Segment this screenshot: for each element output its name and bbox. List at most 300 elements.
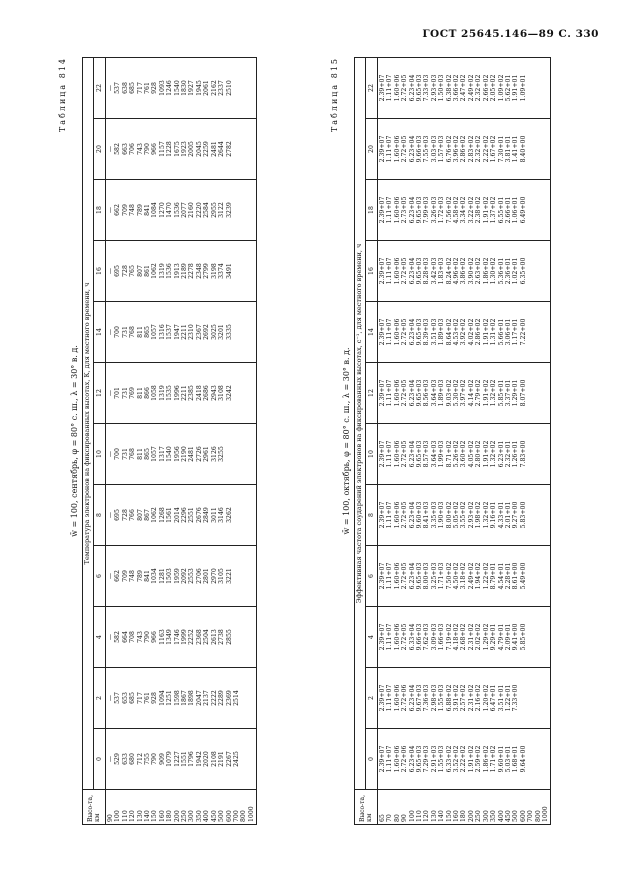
cell-value: 2.38+02 <box>475 196 483 224</box>
cell-value: 2943 <box>210 385 218 401</box>
cell-value: 708 <box>129 631 137 643</box>
cell-value: 3126 <box>210 446 218 462</box>
cell-value: 1956 <box>173 446 181 462</box>
cell-value: 8.57+03 <box>423 440 431 468</box>
altitude-value: 700 <box>527 810 535 822</box>
cell-value: 2.86+02 <box>460 135 468 163</box>
cell-value: 2801 <box>203 568 211 584</box>
altitude-value: 110 <box>121 810 129 822</box>
cell-value: 728 <box>121 509 129 521</box>
cell-value: 2514 <box>232 690 240 706</box>
cell-value: 790 <box>144 631 152 643</box>
altitude-value: 1000 <box>541 806 549 822</box>
cell-value: 3146 <box>218 507 226 523</box>
cell-value: 1561 <box>166 507 174 523</box>
cell-value: 2.22+02 <box>482 135 490 163</box>
cell-value: 1830 <box>181 80 189 96</box>
column-header: 4 <box>366 607 378 668</box>
cell-value: 2955 <box>210 202 218 218</box>
cell-value: 928 <box>151 692 159 704</box>
cell-value: 1.60+06 <box>393 684 401 712</box>
cell-value: 9.65+03 <box>416 196 424 224</box>
cell-value: 731 <box>121 448 129 460</box>
cell-value: 717 <box>136 692 144 704</box>
altitude-value: 120 <box>423 810 431 822</box>
cell-value: 3.42+03 <box>430 257 438 285</box>
cell-value: 709 <box>121 204 129 216</box>
cell-value: 1057 <box>151 446 159 462</box>
cell-value: 1228 <box>166 141 174 157</box>
cell-value: 712 <box>136 753 144 765</box>
cell-value: 748 <box>129 570 137 582</box>
cell-value: 1.60+06 <box>393 440 401 468</box>
cell-value: 6.88+02 <box>445 684 453 712</box>
span-header: Температура электронов на фиксированных высотах, К, для местного времени, ч <box>83 58 94 790</box>
cell-value: 662 <box>114 570 122 582</box>
cell-value: 8.61+00 <box>512 562 520 590</box>
column-header: 12 <box>94 363 106 424</box>
data-column <box>106 546 257 607</box>
table-label: Таблица 815 <box>330 57 339 133</box>
altitude-value: 800 <box>534 810 542 822</box>
data-column <box>106 424 257 485</box>
cell-value: 2.66+02 <box>482 74 490 102</box>
cell-value: 9.29+01 <box>490 623 498 651</box>
cell-value: 2855 <box>225 629 233 645</box>
cell-value: 8.64+02 <box>445 318 453 346</box>
cell-value: 1.55+03 <box>438 745 446 773</box>
column-header: 2 <box>94 668 106 729</box>
cell-value: 1.11+07 <box>386 440 394 468</box>
column-header: 20 <box>366 119 378 180</box>
cell-value: 748 <box>129 204 137 216</box>
altitude-value: 160 <box>453 810 461 822</box>
cell-value: 1.91+02 <box>467 745 475 773</box>
cell-value: 2368 <box>195 629 203 645</box>
cell-value: 3.18+02 <box>460 562 468 590</box>
cell-value: 537 <box>114 82 122 94</box>
cell-value: 8.40+00 <box>519 135 527 163</box>
cell-value: 1.31+02 <box>490 318 498 346</box>
cell-value: 1551 <box>181 751 189 767</box>
cell-value: 2.66+01 <box>504 196 512 224</box>
cell-value: 2.22+02 <box>460 745 468 773</box>
data-column <box>106 119 257 180</box>
cell-value: 7.33+00 <box>512 684 520 712</box>
page-header: ГОСТ 25645.146—89 С. 330 <box>422 28 599 40</box>
cell-value: 701 <box>114 387 122 399</box>
cell-value: 731 <box>121 326 129 338</box>
altitude-value: 130 <box>136 810 144 822</box>
cell-value: 1.91+02 <box>482 196 490 224</box>
data-column <box>106 607 257 668</box>
cell-value: 2259 <box>203 141 211 157</box>
cell-value: 717 <box>136 82 144 94</box>
cell-value: 4.58+02 <box>453 196 461 224</box>
cell-value: 7.29+03 <box>423 745 431 773</box>
cell-value: 2348 <box>195 263 203 279</box>
cell-value: 2706 <box>195 568 203 584</box>
cell-value: 582 <box>114 631 122 643</box>
cell-value: — <box>107 755 114 763</box>
cell-value: 2222 <box>210 690 218 706</box>
cell-value: 9.60+03 <box>416 501 424 529</box>
data-table <box>354 57 551 825</box>
cell-value: 3.64+03 <box>430 440 438 468</box>
cell-value: 7.99+03 <box>423 196 431 224</box>
cell-value: 2.72+05 <box>401 623 409 651</box>
cell-value: 3491 <box>225 263 233 279</box>
cell-value: 1923 <box>181 141 189 157</box>
cell-value: 1.41+01 <box>512 135 520 163</box>
cell-value: 1.89+03 <box>438 379 446 407</box>
cell-value: 638 <box>121 82 129 94</box>
cell-value: 1.68+01 <box>512 745 520 773</box>
altitude-value: 180 <box>460 810 468 822</box>
cell-value: 1163 <box>158 629 166 645</box>
cell-value: 2510 <box>225 80 233 96</box>
cell-value: 1.83+03 <box>438 257 446 285</box>
cell-value: 811 <box>136 326 144 338</box>
cell-value: 1503 <box>166 568 174 584</box>
cell-value: 9.60+01 <box>497 745 505 773</box>
cell-value: 1251 <box>166 690 174 706</box>
cell-value: 1227 <box>173 751 181 767</box>
cell-value: 1.60+06 <box>393 257 401 285</box>
cell-value: 1927 <box>188 80 196 96</box>
cell-value: 743 <box>136 631 144 643</box>
cell-value: 755 <box>144 753 152 765</box>
cell-value: 2.39+07 <box>379 562 386 590</box>
cell-value: 6.23+04 <box>408 562 416 590</box>
cell-value: 2267 <box>225 751 233 767</box>
cell-value: 1.60+06 <box>393 318 401 346</box>
cell-value: 700 <box>114 448 122 460</box>
table-label: Таблица 814 <box>58 57 67 133</box>
cell-value: 2296 <box>181 507 189 523</box>
cell-value: 2.39+07 <box>379 501 386 529</box>
cell-value: 1942 <box>195 751 203 767</box>
cell-value: 1536 <box>173 202 181 218</box>
cell-value: — <box>107 145 114 153</box>
cell-value: 866 <box>144 387 152 399</box>
cell-value: 4.53+02 <box>453 318 461 346</box>
column-header: 12 <box>366 363 378 424</box>
cell-value: 2.39+07 <box>379 196 386 224</box>
cell-value: 1.11+07 <box>386 501 394 529</box>
data-column <box>106 241 257 302</box>
cell-value: 3108 <box>218 385 226 401</box>
cell-value: 2799 <box>203 263 211 279</box>
data-table <box>82 57 257 825</box>
cell-value: 2970 <box>210 568 218 584</box>
data-column <box>378 424 551 485</box>
cell-value: 789 <box>136 570 144 582</box>
cell-value: 811 <box>136 387 144 399</box>
cell-value: 1675 <box>173 141 181 157</box>
cell-value: 2.83+02 <box>467 135 475 163</box>
data-column <box>106 302 257 363</box>
cell-value: 695 <box>114 509 122 521</box>
cell-value: 2686 <box>203 385 211 401</box>
cell-value: 4.18+02 <box>453 623 461 651</box>
cell-value: 1.60+06 <box>393 135 401 163</box>
cell-value: — <box>107 694 114 702</box>
altitude-value: 600 <box>225 810 233 822</box>
cell-value: 3105 <box>218 568 226 584</box>
cell-value: 1.89+03 <box>438 318 446 346</box>
cell-value: 2.98+03 <box>430 684 438 712</box>
data-column <box>106 668 257 729</box>
cell-value: 706 <box>129 143 137 155</box>
cell-value: 1.86+02 <box>482 745 490 773</box>
altitude-header: Высо-та, км <box>83 790 106 825</box>
column-header: 20 <box>94 119 106 180</box>
cell-value: — <box>107 267 114 275</box>
cell-value: 1246 <box>166 80 174 96</box>
cell-value: 1270 <box>158 202 166 218</box>
cell-value: — <box>107 450 114 458</box>
cell-value: 1.90+03 <box>438 501 446 529</box>
cell-value: 3.03+03 <box>430 135 438 163</box>
column-header: 22 <box>366 58 378 119</box>
altitude-value: 65 <box>379 814 386 822</box>
cell-value: 2.39+07 <box>379 135 386 163</box>
cell-value: 731 <box>121 387 129 399</box>
cell-value: 807 <box>136 265 144 277</box>
altitude-value: 200 <box>467 810 475 822</box>
column-header: 10 <box>366 424 378 485</box>
cell-value: 2.72+05 <box>401 379 409 407</box>
cell-value: 9.66+03 <box>416 135 424 163</box>
data-column <box>378 485 551 546</box>
altitude-value: 160 <box>158 810 166 822</box>
cell-value: 1.86+02 <box>482 257 490 285</box>
altitude-value: 800 <box>240 810 248 822</box>
data-column <box>378 363 551 424</box>
cell-value: 2849 <box>203 507 211 523</box>
cell-value: 3198 <box>210 263 218 279</box>
cell-value: 1.71+03 <box>438 562 446 590</box>
cell-value: 7.56+02 <box>445 196 453 224</box>
cell-value: 743 <box>136 143 144 155</box>
cell-value: 1.11+07 <box>386 318 394 346</box>
altitude-value: 180 <box>166 810 174 822</box>
cell-value: 2.39+07 <box>379 379 386 407</box>
cell-value: 7.36+03 <box>423 684 431 712</box>
cell-value: 6.23+04 <box>408 501 416 529</box>
cell-value: 6.49+00 <box>519 196 527 224</box>
cell-value: 4.79+01 <box>497 623 505 651</box>
cell-value: 685 <box>129 82 137 94</box>
column-header: 8 <box>366 485 378 546</box>
cell-value: 2.16+02 <box>475 684 483 712</box>
cell-value: 1.91+02 <box>482 318 490 346</box>
cell-value: 2.72+05 <box>401 440 409 468</box>
cell-value: — <box>107 84 114 92</box>
cell-value: 865 <box>144 326 152 338</box>
cell-value: 2.59+02 <box>475 745 483 773</box>
cell-value: 662 <box>114 204 122 216</box>
altitude-value: 70 <box>386 814 394 822</box>
cell-value: 2504 <box>203 629 211 645</box>
cell-value: 6.38+02 <box>445 74 453 102</box>
cell-value: 8.71+02 <box>445 440 453 468</box>
cell-value: 3242 <box>225 385 233 401</box>
cell-value: 1157 <box>158 141 166 157</box>
cell-value: 1.72+03 <box>438 196 446 224</box>
altitude-value: 450 <box>504 810 512 822</box>
cell-value: 5.03+01 <box>504 745 512 773</box>
cell-value: 2726 <box>195 446 203 462</box>
cell-value: 6.23+04 <box>408 74 416 102</box>
cell-value: 4.96+02 <box>453 257 461 285</box>
cell-value: 2481 <box>210 141 218 157</box>
cell-value: 2092 <box>181 568 189 584</box>
cell-value: 3374 <box>218 263 226 279</box>
cell-value: 1281 <box>158 568 166 584</box>
cell-value: 728 <box>121 265 129 277</box>
cell-value: 1.57+03 <box>438 135 446 163</box>
cell-value: 6.47+01 <box>490 684 498 712</box>
cell-value: 2047 <box>195 690 203 706</box>
cell-value: 9.65+03 <box>416 318 424 346</box>
cell-value: 1537 <box>166 324 174 340</box>
cell-value: 1.71+02 <box>490 745 498 773</box>
cell-value: 2289 <box>218 690 226 706</box>
cell-value: 1319 <box>158 263 166 279</box>
cell-value: 1.11+07 <box>386 196 394 224</box>
cell-value: 9.65+03 <box>416 379 424 407</box>
cell-value: — <box>107 572 114 580</box>
cell-value: 2.63+02 <box>475 257 483 285</box>
cell-value: 761 <box>144 82 152 94</box>
cell-value: 2553 <box>188 568 196 584</box>
cell-value: 789 <box>136 204 144 216</box>
cell-value: 1540 <box>166 446 174 462</box>
column-header: 16 <box>366 241 378 302</box>
cell-value: 3.92+02 <box>460 318 468 346</box>
cell-value: 9.64+00 <box>519 745 527 773</box>
cell-value: 5.85+01 <box>497 379 505 407</box>
cell-value: 6.23+04 <box>408 684 416 712</box>
cell-value: 6.23+04 <box>408 745 416 773</box>
cell-value: 2.05+02 <box>490 74 498 102</box>
cell-value: 2191 <box>218 751 226 767</box>
cell-value: 1062 <box>151 507 159 523</box>
cell-value: 9.65+03 <box>416 74 424 102</box>
cell-value: 2.39+07 <box>379 623 386 651</box>
cell-value: 1.29+01 <box>512 379 520 407</box>
cell-value: 2.31+02 <box>467 684 475 712</box>
cell-value: 8.39+03 <box>423 318 431 346</box>
cell-value: 9.65+03 <box>416 562 424 590</box>
cell-value: 2061 <box>203 80 211 96</box>
cell-value: 2189 <box>181 263 189 279</box>
cell-value: 1.66+03 <box>438 623 446 651</box>
cell-value: 1079 <box>166 751 174 767</box>
altitude-value: 140 <box>144 810 152 822</box>
cell-value: 2.02+02 <box>475 623 483 651</box>
cell-value: 5.85+00 <box>519 623 527 651</box>
cell-value: 6.23+04 <box>408 318 416 346</box>
cell-value: 2211 <box>181 324 189 340</box>
cell-value: 2961 <box>203 446 211 462</box>
cell-value: 1.37+02 <box>490 196 498 224</box>
cell-value: 2418 <box>195 385 203 401</box>
cell-value: 3.96+02 <box>453 135 461 163</box>
cell-value: 685 <box>129 692 137 704</box>
cell-value: 9.16+01 <box>490 501 498 529</box>
cell-value: 928 <box>151 82 159 94</box>
altitude-value: 1000 <box>247 806 255 822</box>
cell-value: 1.60+06 <box>393 745 401 773</box>
cell-value: 582 <box>114 143 122 155</box>
data-column <box>378 546 551 607</box>
cell-value: 1349 <box>166 629 174 645</box>
cell-value: 7.50+02 <box>445 562 453 590</box>
cell-value: 1094 <box>158 690 166 706</box>
cell-value: 2.49+02 <box>467 74 475 102</box>
table-title: w̄ = 100, октябрь, φ = 80° с. ш., λ = 30° в. д. <box>342 347 351 535</box>
cell-value: 2.01+01 <box>504 501 512 529</box>
cell-value: 8.00+03 <box>423 562 431 590</box>
cell-value: 6.23+01 <box>497 440 505 468</box>
data-column <box>106 485 257 546</box>
cell-value: 8.07+00 <box>519 379 527 407</box>
cell-value: 790 <box>144 143 152 155</box>
cell-value: 2.93+02 <box>467 501 475 529</box>
table-815-block <box>330 57 592 825</box>
cell-value: 3122 <box>218 202 226 218</box>
altitude-value: 350 <box>195 810 203 822</box>
cell-value: — <box>107 328 114 336</box>
cell-value: 2367 <box>195 324 203 340</box>
cell-value: 1.91+02 <box>482 440 490 468</box>
altitude-value: 500 <box>512 810 520 822</box>
altitude-value: 90 <box>107 814 114 822</box>
cell-value: 2.39+07 <box>379 745 386 773</box>
altitude-value: 110 <box>416 810 424 822</box>
cell-value: 2.72+06 <box>401 745 409 773</box>
cell-value: 2.91+03 <box>430 745 438 773</box>
cell-value: 2.73+05 <box>401 196 409 224</box>
cell-value: 2.72+05 <box>401 135 409 163</box>
column-header: 16 <box>94 241 106 302</box>
cell-value: 5.26+02 <box>453 440 461 468</box>
column-header: 6 <box>94 546 106 607</box>
cell-value: 2.39+07 <box>379 318 386 346</box>
altitude-value: 200 <box>173 810 181 822</box>
cell-value: 2.49+02 <box>467 562 475 590</box>
cell-value: 1535 <box>166 385 174 401</box>
cell-value: 2.57+02 <box>460 684 468 712</box>
cell-value: 2.32+02 <box>475 135 483 163</box>
table-title: w̄ = 100, сентябрь, φ = 80° с. ш., λ = 30° в. д. <box>70 345 79 537</box>
cell-value: 3.35+03 <box>430 501 438 529</box>
cell-value: 1746 <box>173 629 181 645</box>
column-header: 14 <box>94 302 106 363</box>
cell-value: 1.11+07 <box>386 379 394 407</box>
cell-value: 8.41+03 <box>423 501 431 529</box>
cell-value: 2425 <box>232 751 240 767</box>
cell-value: 4.05+02 <box>467 440 475 468</box>
cell-value: 2005 <box>188 141 196 157</box>
cell-value: 768 <box>129 326 137 338</box>
cell-value: 3.51+03 <box>430 318 438 346</box>
cell-value: 653 <box>121 692 129 704</box>
cell-value: 529 <box>114 753 122 765</box>
